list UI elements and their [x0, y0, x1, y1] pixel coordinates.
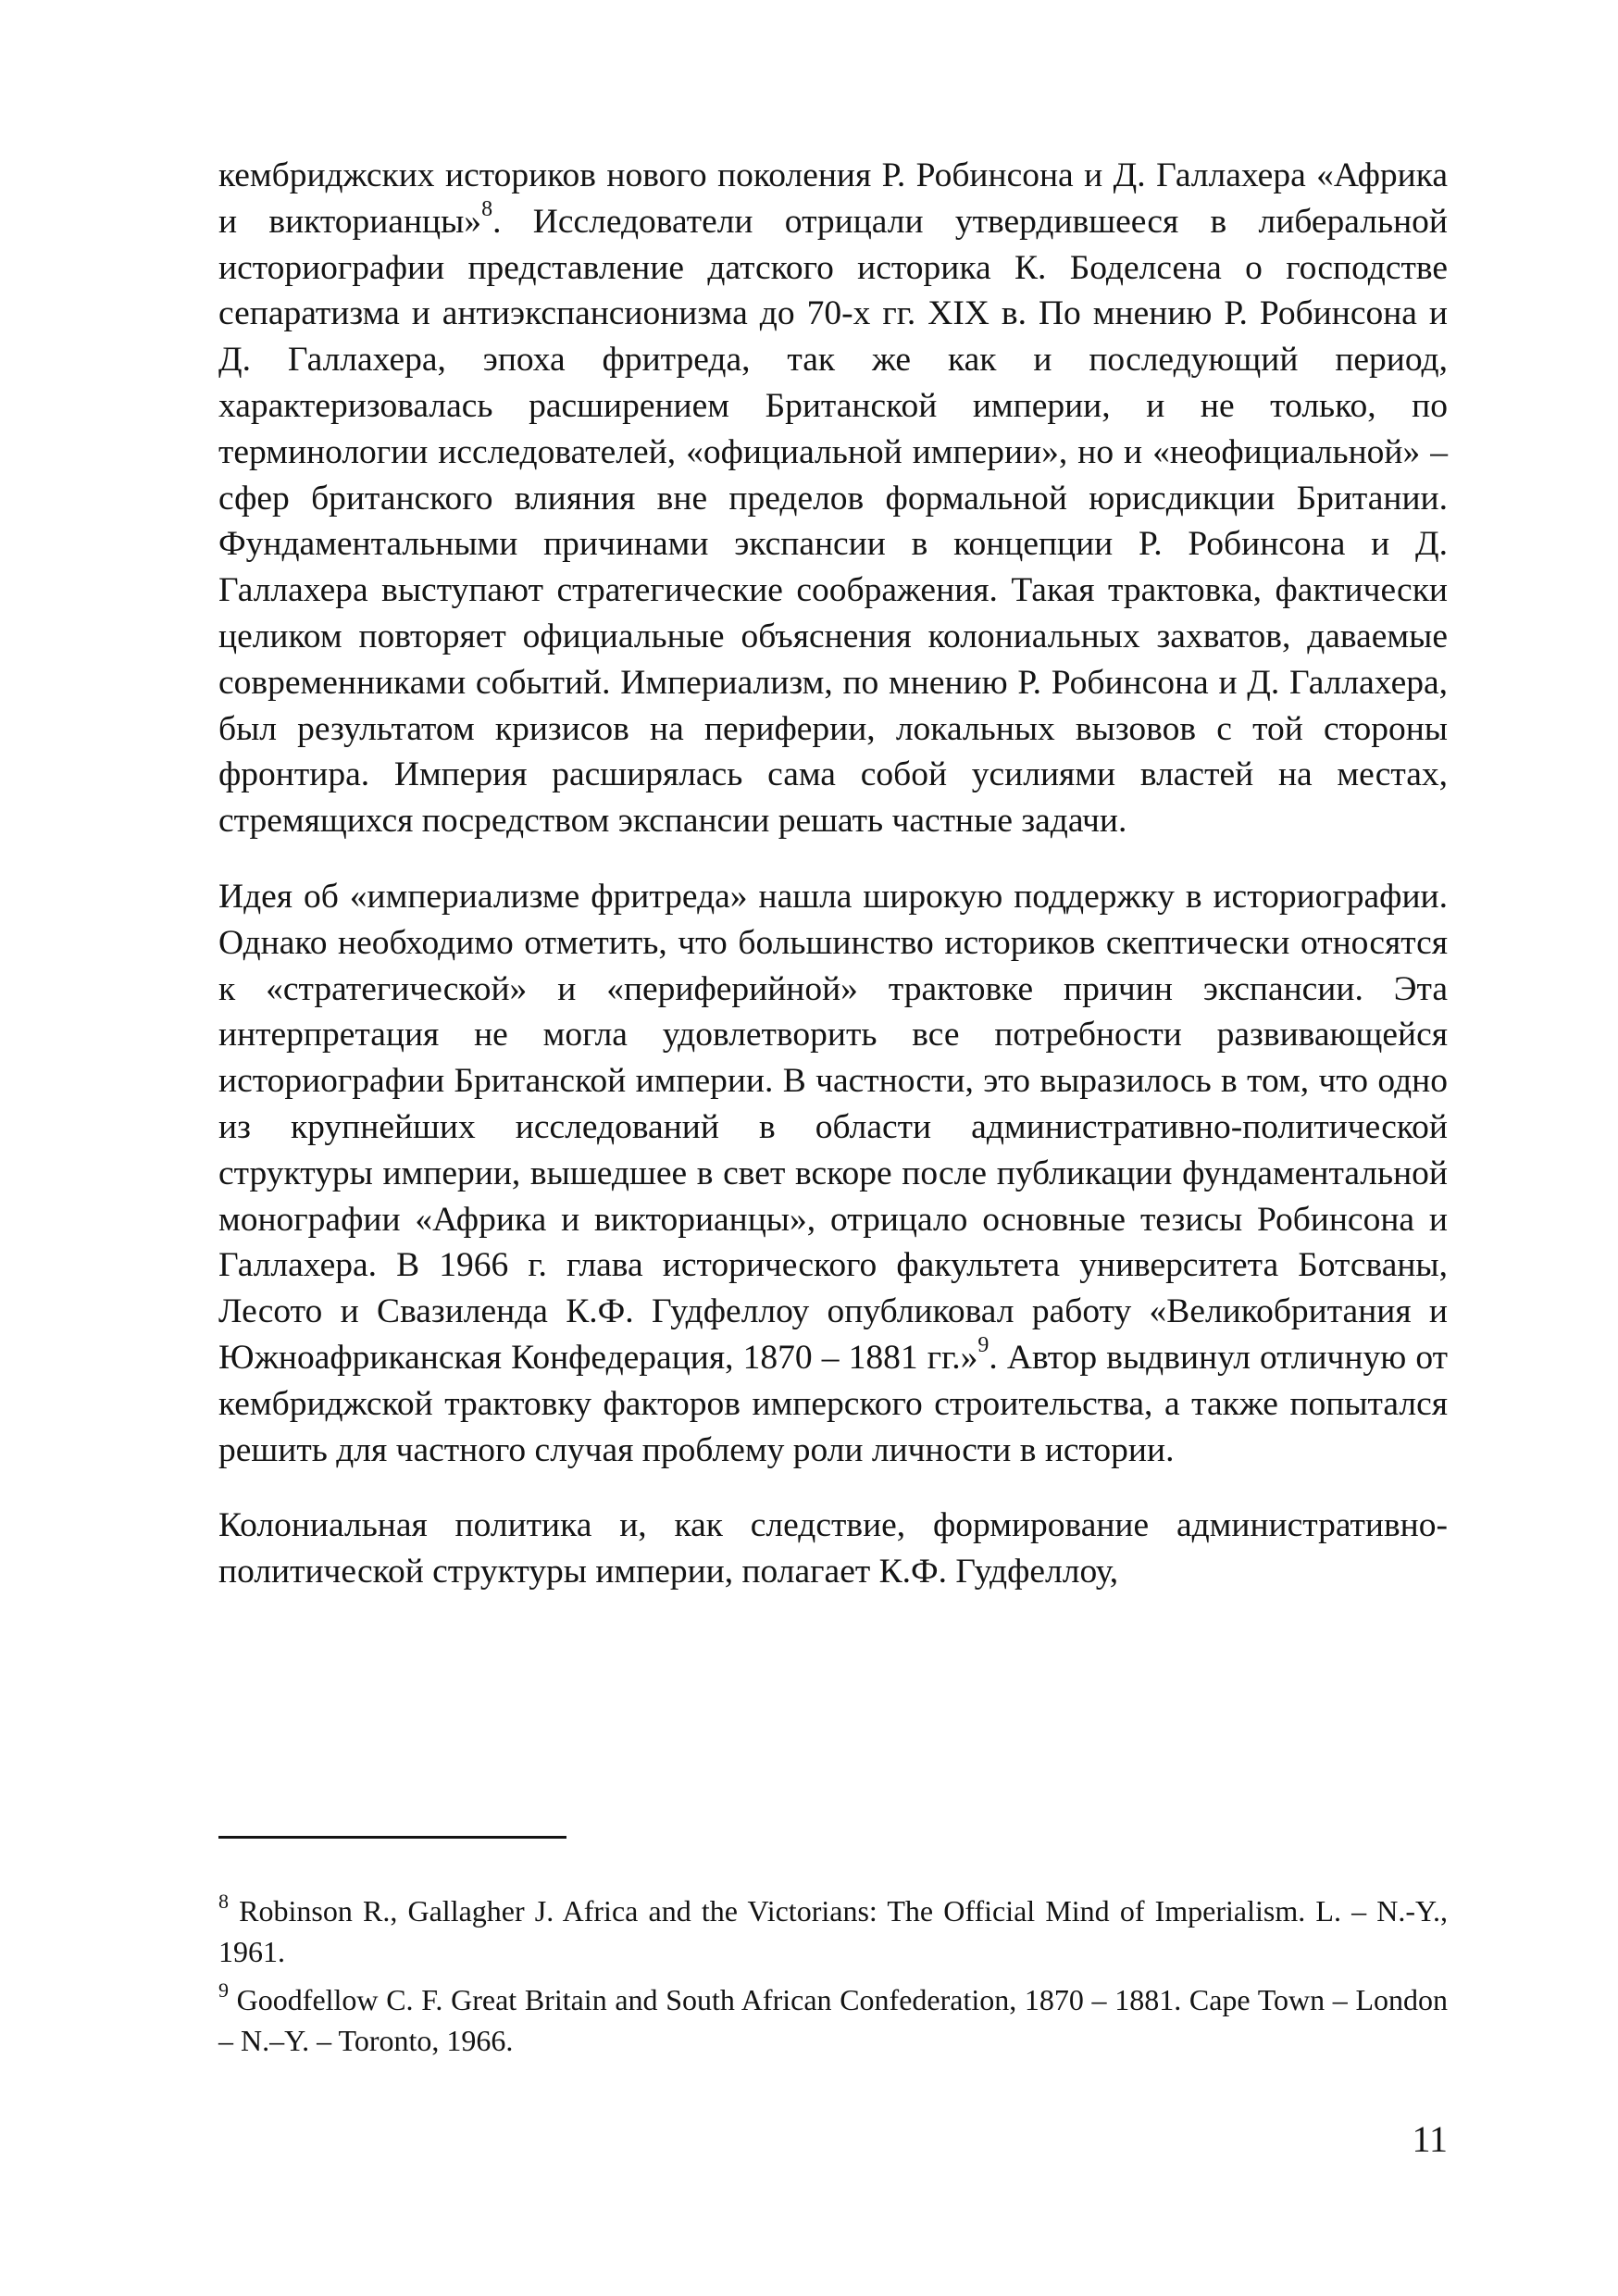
footnote-number-9: 9	[218, 1978, 229, 2003]
footnote-ref-8[interactable]: 8	[481, 197, 493, 222]
footnote-ref-9[interactable]: 9	[977, 1333, 989, 1358]
paragraph-2-text-end: . Автор выдвинул отличную от кембриджской трактовку факторов имперского строительства, а также попытался решить для частного случая проблему роли личности в истории.	[218, 1338, 1448, 1469]
main-text	[218, 153, 1448, 1595]
footnote-divider	[218, 1836, 566, 1839]
footnotes	[218, 1891, 1448, 2061]
footnote-text-8: Robinson R., Gallagher J. Africa and the Victorians: The Official Mind of Imperialism. L. – N.-Y., 1961.	[218, 1894, 1449, 1968]
footnote-9	[218, 1980, 1448, 2061]
paragraph-2	[218, 874, 1448, 1473]
footnote-8	[218, 1891, 1448, 1972]
paragraph-1-text-start: кембриджских историков нового поколения Р. Робинсона и Д. Галлахера «Африка и викторианцы»	[218, 156, 1448, 241]
paragraph-2-text-start: Идея об «империализме фритреда» нашла широкую поддержку в историографии. Однако необходимо отметить, что большинство историков скептически относятся к «стратегической» и «периферийной» трактовке причин экспансии. Эта интерпретация не могла удовлетворить все потребности развивающейся историографии Британской империи. В частности, это выразилось в том, что одно из крупнейших исследований в области административно-политической структуры империи, вышедшее в свет вскоре после публикации фундаментальной монографии «Африка и викторианцы», отрицало основные тезисы Робинсона и Галлахера. В 1966 г. глава исторического факультета университета Ботсваны, Лесото и Свазиленда К.Ф. Гудфеллоу опубликовал работу «Великобритания и Южноафриканская Конфедерация, 1870 – 1881 гг.»	[218, 877, 1448, 1377]
paragraph-3: Колониальная политика и, как следствие, формирование административно-политической структуры империи, полагает К.Ф. Гудфеллоу,	[218, 1506, 1448, 1591]
footnote-number-8: 8	[218, 1890, 229, 1914]
footnote-text-9: Goodfellow C. F. Great Britain and South African Confederation, 1870 – 1881. Cape Town – London – N.–Y. – Toronto, 1966.	[218, 1983, 1449, 2057]
paragraph-1-text-end: . Исследователи отрицали утвердившееся в либеральной историографии представление датского историка К. Боделсена о господстве сепаратизма и антиэкспансионизма до 70-х гг. XIX в. По мнению Р. Робинсона и Д. Галлахера, эпоха фритреда, так же как и последующий период, характеризовалась расширением Британской империи, и не только, по терминологии исследователей, «официальной империи», но и «неофициальной» – сфер британского влияния вне пределов формальной юрисдикции Британии. Фундаментальными причинами экспансии в концепции Р. Робинсона и Д. Галлахера выступают стратегические соображения. Такая трактовка, фактически целиком повторяет официальные объяснения колониальных захватов, даваемые современниками событий. Империализм, по мнению Р. Робинсона и Д. Галлахера, был результатом кризисов на периферии, локальных вызовов с той стороны фронтира. Империя расширялась сама собой усилиями властей на местах, стремящихся посредством экспансии решать частные задачи.	[218, 202, 1448, 841]
page-number: 11	[1412, 2118, 1448, 2160]
paragraph-1	[218, 153, 1448, 844]
